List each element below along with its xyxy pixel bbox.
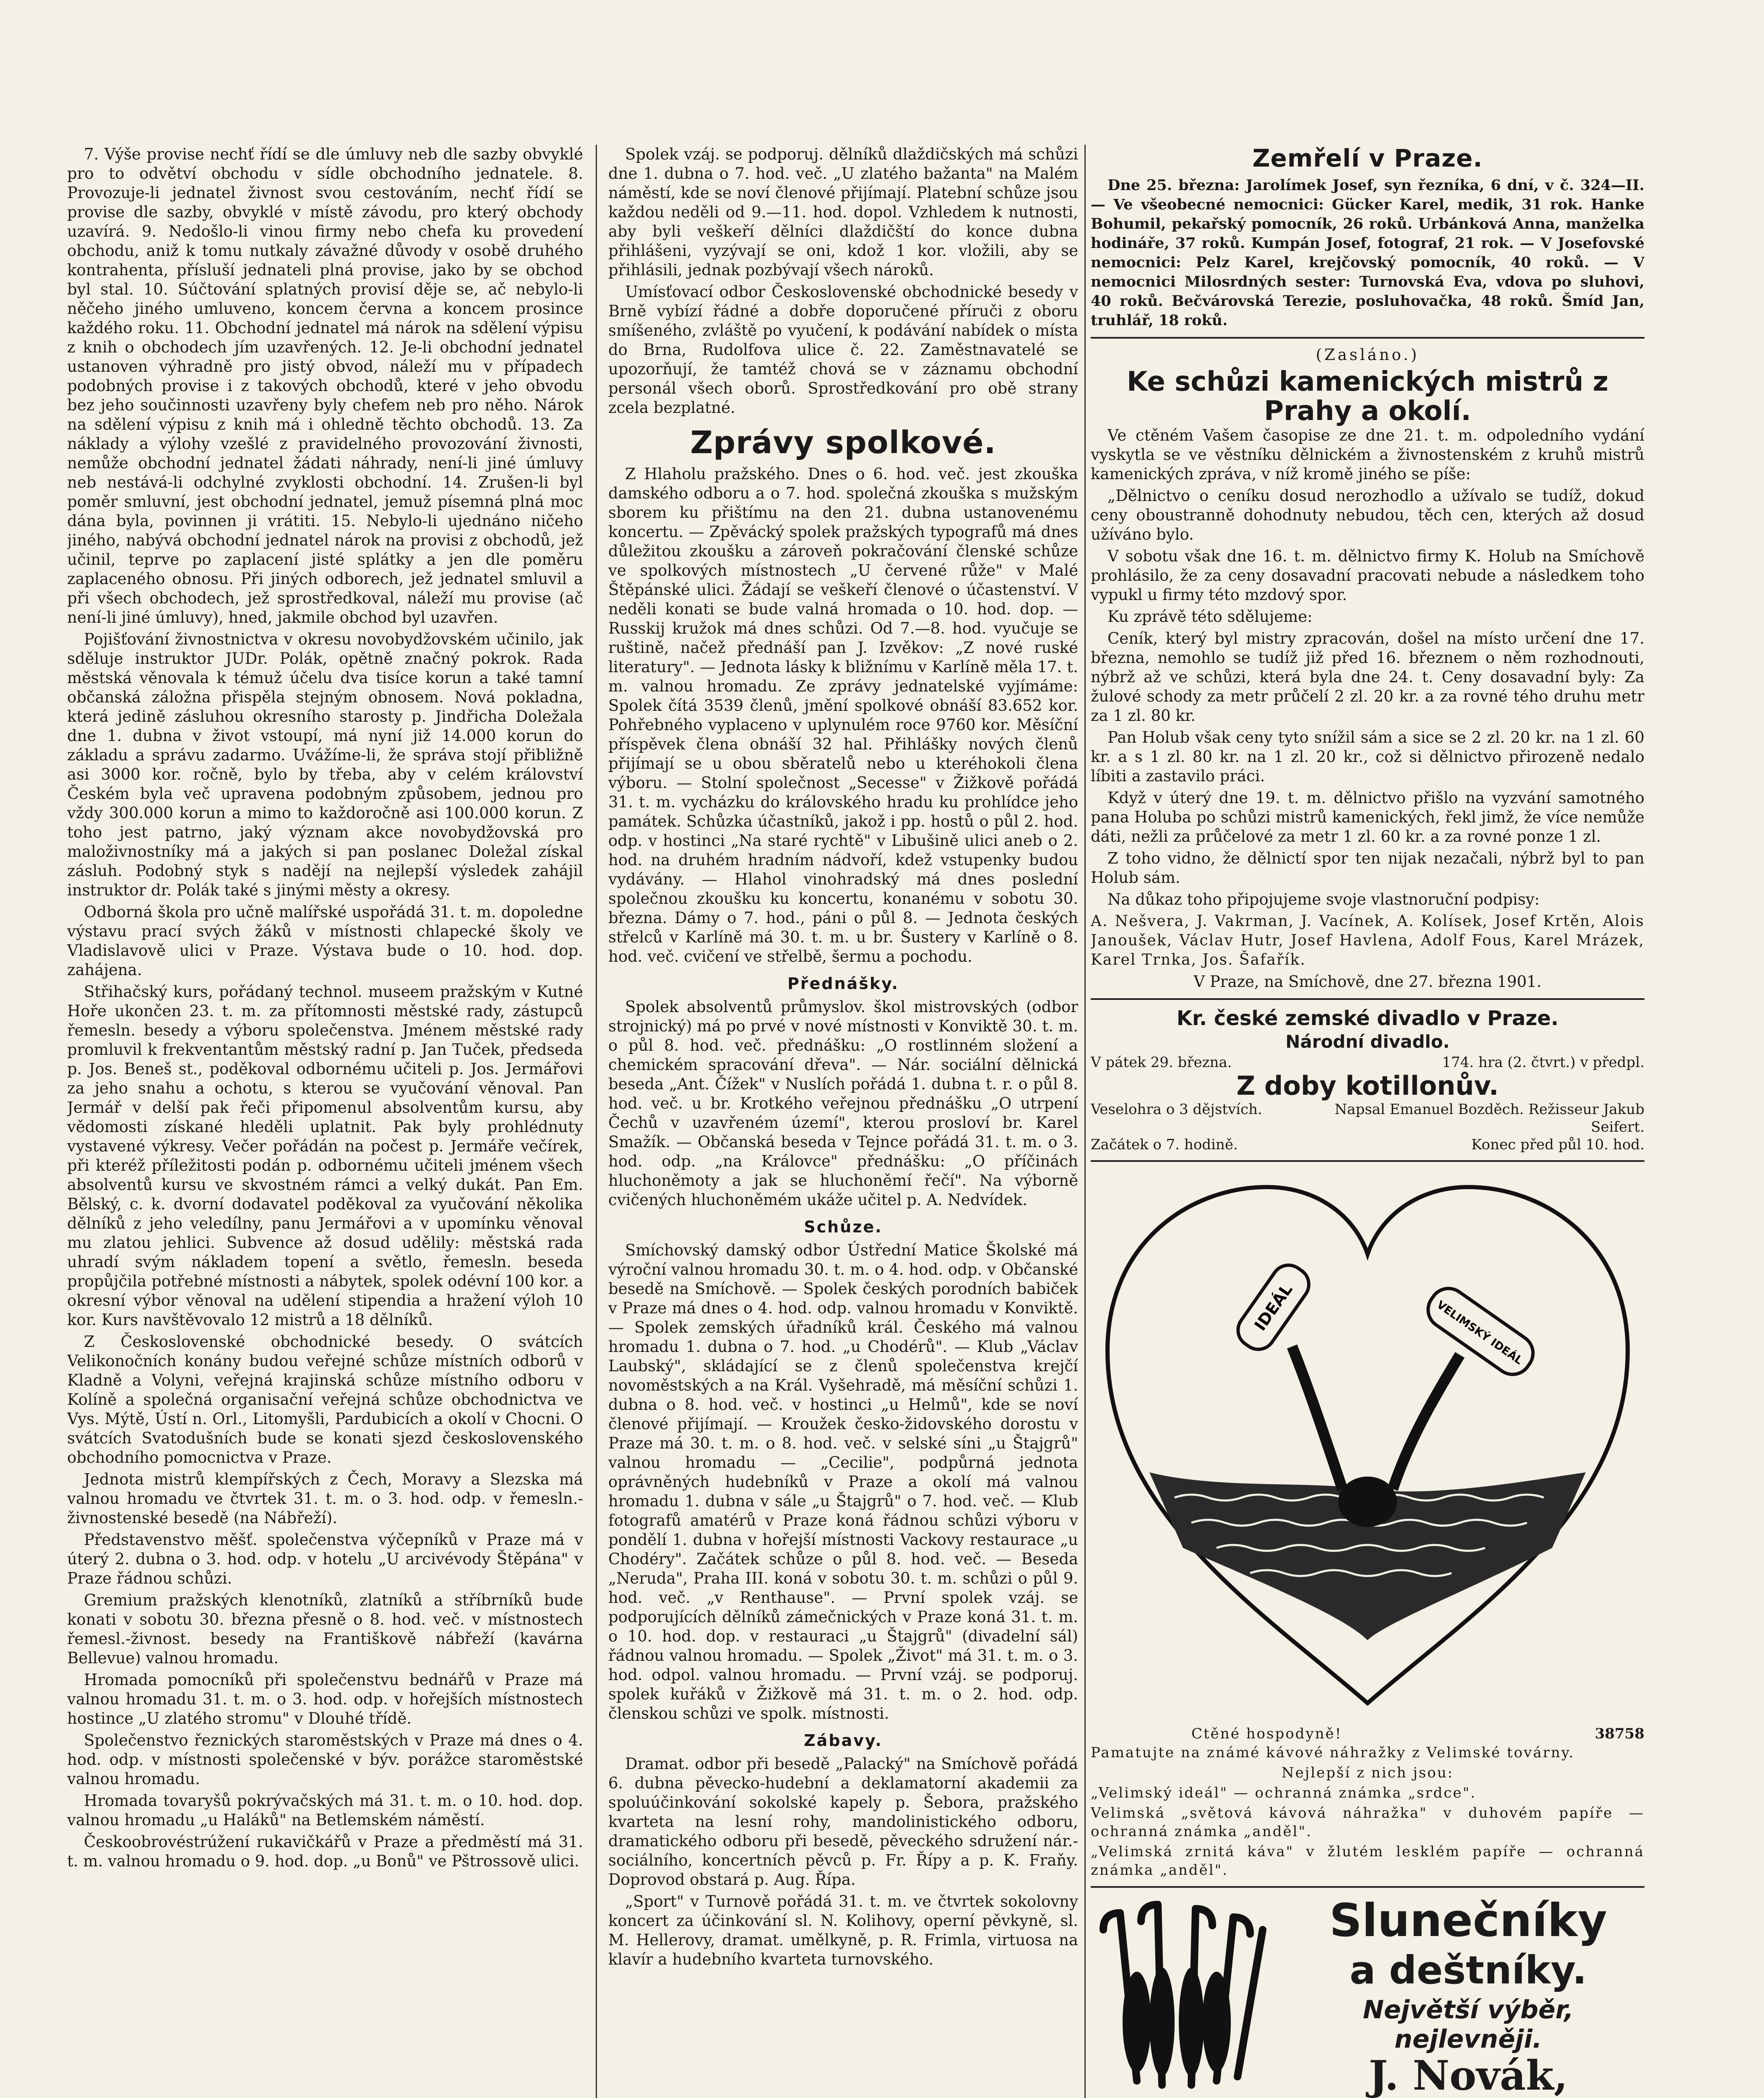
- heart-advertisement: [1091, 1170, 1644, 1716]
- article-paragraph: Odborná škola pro učně malířské uspořádá 31. t. m. dopoledne výstavu prací svých žáků v místnosti chlapecké školy ve Vladislavově ulici v Praze. Výstava bude o 10. hod. dop. zahájena.: [67, 903, 583, 979]
- theatre-subtitle: Národní divadlo.: [1285, 1031, 1450, 1052]
- notice-title: Ke schůzi kamenických mistrů z Prahy a okolí.: [1126, 366, 1609, 427]
- article-paragraph: Hromada tovaryšů pokrývačských má 31. t. m. o 10. hod. dop. valnou hromadu „u Haláků" na Betlemském náměstí.: [67, 1792, 583, 1829]
- figure-arm-left: [1292, 1346, 1342, 1489]
- coffee-advertisement: [1091, 1724, 1644, 1879]
- notice-signatures: A. Nešvera, J. Vakrman, J. Vacínek, A. Kolísek, Josef Krtěn, Alois Janoušek, Václav Hutr, Josef Havlena, Adolf Fous, Karel Mrázek, Karel Trnka, Jos. Šafařík.: [1091, 913, 1644, 968]
- article-paragraph: Pojišťování živnostnictva v okresu novobydžovském učinilo, jak sděluje instruktor JUDr. Polák, opětně značný pokrok. Rada městská věnovala k témuž účelu dva tisíce korun a také tamní občanská záložna přispěla stejným obnosem. Nová pokladna, která jedině zásluhou okresního starosty p. Jindřicha Doležala dne 1. dubna v život vstoupí, má nyní již 14.000 korun do základu a správu zadarmo. Uvážíme-li, že správa stojí přibližně asi 3000 kor. ročně, bylo by třeba, aby v celém království Českém byla več upravena podobným způsobem, jednou pro vždy 300.000 korun a mimo to každoročně asi 100.000 korun. Z toho jest patrno, jaký význam akce novobydžovská pro maloživnostníky má a jakých si pan poslanec Doležal získal zásluh. Podobný styk s nadějí na nejlepší výsledek zahájil instruktor dr. Polák také s jinými městy a okresy.: [67, 630, 583, 899]
- article-paragraph: Z Hlaholu pražského. Dnes o 6. hod. več. jest zkouška damského odboru a o 7. hod. společná zkouška s mužským sborem ku přištímu na den 21. dubna ustanovenému koncertu. — Zpěvácký spolek pražských typografů má dnes důležitou zkoušku a zároveň pokračování členské schůze ve spolkových místnostech „U červené růže" v Malé Štěpánské ulici. Žádají se veškeří členové o účastenství. V neděli konati se bude valná hromada o 10. hod. dop. — Russkij kružok má dnes schůzi. Od 7.—8. hod. vyučuje se ruštině, načež přednáší pan J. Izvěkov: „Z nové ruské literatury". — Jednota lásky k bližnímu v Karlíně měla 17. t. m. valnou hromadu. Ze zprávy jednatelské vyjímáme: Spolek čítá 3539 členů, jmění spolkové obnáší 83.652 kor. Pohřebného vyplaceno v uplynulém roce 9760 kor. Měsíční příspěvek člena obnáší 32 hal. Přihlášky nových členů přijímají se u obou sběratelů nebo u kteréhokoli člena výboru. — Stolní společnost „Secesse" v Žižkově pořádá 31. t. m. vycházku do královského hradu ku prohlídce jeho památek. Schůzka účastníků, jakož i pp. hostů o půl 2. hod. odp. v hostinci „Na staré rychtě" v Libušině ulici aneb o 2. hod. na druhém hradním nádvoří, kdež vstupenky budou vydávány. — Hlahol vinohradský má dnes poslední společnou zkoušku ku koncertu, konanému v sobotu 30. března. Dámy o 7. hod., páni o půl 8. — Jednota českých střelců v Karlíně má 30. t. m. u br. Šustery v Karlíně o 8. hod. več. cvičení ve střelbě, šermu a pochodu.: [608, 465, 1078, 965]
- notice-paragraph: Když v úterý dne 19. t. m. dělnictvo přišlo na vyzvání samotného pana Holuba po schůzi mistrů kamenických, řekl jimž, že více nemůže dáti, nežli za průčelové za metr 1 zl. 60 kr. a za rovné ponze 1 zl.: [1091, 789, 1644, 845]
- section-heading-club-news: Zprávy spolkové.: [690, 425, 996, 461]
- theatre-time-row: [1091, 1136, 1644, 1153]
- notice-paragraph: „Dělnictvo o ceníku dosud nerozhodlo a užívalo se tudíž, dokud ceny oboustranně dohodnuty nebudou, těch cen, kterých až dosud užíváno bylo.: [1091, 487, 1644, 543]
- play-start: Začátek o 7. hodině.: [1091, 1136, 1238, 1153]
- article-paragraph: Hromada pomocníků při společenstvu bednářů v Praze má valnou hromadu 31. t. m. o 3. hod. odp. v hořejších místnostech hostince „U zlatého stromu" v Dlouhé třídě.: [67, 1671, 583, 1727]
- section-heading-meetings: Schůze.: [804, 1218, 883, 1236]
- deaths-heading: Zemřelí v Praze.: [1252, 145, 1483, 172]
- column-3: [1091, 145, 1644, 2098]
- section-rule: [1091, 337, 1644, 339]
- article-paragraph: Umísťovací odbor Československé obchodnické besedy v Brně vybízí řádné a dobře doporučené příruči z oboru smíšeného, zvláště po vyučení, k podávání nabídek o místa do Brna, Rudolfova ulice č. 22. Zaměstnavatelé se upozorňují, že tamtéž chová se v záznamu obchodní personál všech oborů. Sprostředkování pro obě strany zcela bezplatné.: [608, 283, 1078, 417]
- notice-paragraph: V sobotu však dne 16. t. m. dělnictvo firmy K. Holub na Smíchově prohlásilo, že za ceny dosavadní pracovati nebude a následkem toho vypukl u firmy této mzdový spor.: [1091, 547, 1644, 604]
- notice-label: (Zasláno.): [1316, 346, 1420, 364]
- article-paragraph: Představenstvo měšť. společenstva výčepníků v Praze má v úterý 2. dubna o 3. hod. odp. v hotelu „U arcivévody Štěpána" v Praze řádnou schůzi.: [67, 1531, 583, 1587]
- notice-paragraph: Ku zprávě této sdělujeme:: [1107, 608, 1313, 626]
- theatre-date: V pátek 29. března.: [1091, 1054, 1232, 1071]
- column-2: [608, 145, 1078, 2098]
- play-end: Konec před půl 10. hod.: [1471, 1136, 1644, 1153]
- column-1: [67, 145, 583, 2098]
- coffee-line: Pamatujte na známé kávové náhražky z Velimské továrny.: [1091, 1744, 1575, 1761]
- section-heading-lectures: Přednášky.: [787, 974, 899, 993]
- umbrella-line-3: Největší výběr,: [1363, 1995, 1574, 2025]
- deaths-list: Dne 25. března: Jarolímek Josef, syn řezníka, 6 dní, v č. 324—II. — Ve všeobecné nemocnici: Gücker Karel, medik, 31 rok. Hanke Bohumil, pekařský pomocník, 26 roků. Urbánková Anna, manželka hodináře, 37 roků. Kumpán Josef, fotograf, 21 rok. — V Josefovské nemocnici: Pelz Karel, krejčovský pomocník, 40 roků. — V nemocnici Milosrdných sester: Turnovská Eva, vdova po sluhovi, 40 roků. Bečvárovská Terezie, posluhovačka, 48 roků. Šmíd Jan, truhlář, 18 roků.: [1091, 177, 1644, 329]
- figure-arm-right: [1393, 1355, 1460, 1489]
- article-paragraph: Společenstvo řeznických staroměstských v Praze má dnes o 4. hod. odp. v místnosti společenské v býv. porážce staroměstské valnou hromadu.: [67, 1731, 583, 1788]
- section-rule: [1091, 1886, 1644, 1888]
- umbrella-advertisement: [1091, 1894, 1644, 2098]
- section-heading-entertainment: Zábavy.: [804, 1731, 883, 1750]
- coffee-line: „Velimská zrnitá káva" v žlutém lesklém papíře — ochranná známka „anděl".: [1091, 1843, 1644, 1879]
- notice-paragraph: Z toho vidno, že dělnictí spor ten nijak nezačali, nýbrž byl to pan Holub sám.: [1091, 849, 1644, 887]
- umbrella-line-4: nejlevněji.: [1394, 2025, 1542, 2054]
- umbrella-line-1: Slunečníky: [1329, 1894, 1607, 1947]
- article-paragraph: Spolek vzáj. se podporuj. dělníků dlaždičských má schůzi dne 1. dubna o 7. hod. več. „U zlatého bažanta" na Malém náměstí, kde se noví členové přijímají. Platební schůze jsou každou neděli od 9.—11. hod. dopol. Vzhledem k nutnosti, aby byli veškeří dělníci dlaždičští do konce dubna přihlášeni, vyzývají se oni, kdož 1 kor. vložili, aby se přihlásili, jednak pozbývají všech nároků.: [608, 145, 1078, 279]
- coffee-ref: 38758: [1595, 1725, 1644, 1742]
- coffee-ad-header: [1091, 1724, 1644, 1743]
- article-paragraph: Dramat. odbor při besedě „Palacký" na Smíchově pořádá 6. dubna pěvecko-hudební a deklamatorní akademii za spoluúčinkování sokolské kapely p. Šebora, pražského kvarteta na lesní rohy, mandolinistického odboru, dramatického odboru při besedě, pěveckého sdružení nár.-sociálního, koncertních pěvců p. Fr. Řípy a p. K. Fraňy. Doprovod obstará p. Aug. Řípa.: [608, 1755, 1078, 1889]
- column-divider: [596, 145, 597, 2098]
- heart-illustration: [1091, 1170, 1644, 1716]
- article-paragraph: Jednota mistrů klempířských z Čech, Moravy a Slezska má valnou hromadu ve čtvrtek 31. t. m. o 3. hod. odp. v řemesln.-živnostenské besedě (na Nábřeží).: [67, 1470, 583, 1527]
- can-right-label: VELIMSKÝ IDEÁL: [1434, 1298, 1525, 1367]
- play-author: Napsal Emanuel Bozděch. Režisseur Jakub Seifert.: [1334, 1101, 1644, 1135]
- coffee-can-left: [1232, 1259, 1316, 1356]
- play-title: Z doby kotillonův.: [1236, 1070, 1499, 1101]
- article-paragraph: Střihačský kurs, pořádaný technol. museem pražským v Kutné Hoře ukončen 23. t. m. za přítomnosti městské rady, zástupců řemesln. besedy a výboru společenstva. Jménem městské rady promluvil k frekventantům městský radní p. Jan Tuček, předseda p. Jos. Beneš st., poděkoval odbornému učiteli p. Jos. Jermářovi za jeho snahu a ochotu, s kterou se vyučování věnoval. Pan Jermář v delší pak řeči připomenul absolventům kursu, aby vědomosti získané hleděli uplatnit. Pak byly prohlédnuty vystavené výkresy. Večer pořádán na počest p. Jermáře večírek, při kteréž příležitosti podán p. odbornému učiteli jménem všech absolventů kursu ve skvostném rámci a velký dukát. Pan Em. Bělský, c. k. dvorní dodavatel poděkoval za vyučování několika dělníků z jeho veledílny, panu Jermářovi a v upomínku věnoval mu zlatou jehlici. Subvence až dosud udělily: městská rada uhradí svým nákladem topení a světlo, řemesln. beseda propůjčila potřebné místnosti a nábytek, spolek odévní 100 kor. a okresní výbor věnoval na udělení stipendia a hražení výloh 10 kor. Kurs navštěvovalo 12 mistrů a 18 dělníků.: [67, 983, 583, 1329]
- can-left-label: IDEÁL: [1251, 1280, 1296, 1334]
- umbrellas-icon: [1091, 1896, 1284, 2093]
- article-paragraph: Českoobrovéstrúžení rukavičkářů v Praze a předměstí má 31. t. m. valnou hromadu o 9. hod. dop. „u Bonů" ve Pštrossově ulici.: [67, 1833, 583, 1870]
- theatre-date-row: [1091, 1054, 1644, 1071]
- notice-paragraph: Na důkaz toho připojujeme svoje vlastnoruční podpisy:: [1107, 890, 1540, 908]
- article-paragraph: Smíchovský damský odbor Ústřední Matice Školské má výroční valnou hromadu 30. t. m. o 4. hod. odp. v Občanské besedě na Smíchově. — Spolek českých porodních babiček v Praze má dnes o 4. hod. odp. valnou hromadu v Konviktě. — Spolek zemských úřadníků král. Českého má valnou hromadu 1. dubna o 7. hod. „u Chodérů". — Klub „Václav Laubský", skládající se z členů společenstva krejčí novoměstských a na Král. Vyšehradě, má měsíční schůzi 1. dubna o 8. hod. več. v hostinci „u Helmů", kde se noví členové přijímají. — Kroužek česko-židovského dorostu v Praze má 30. t. m. o 8. hod. več. v selské síni „u Štajgrů" valnou hromadu — „Cecilie", podpůrná jednota oprávněných hudebníků v Praze a okolí má valnou hromadu 1. dubna v sále „u Štajgrů" o 7. hod. več. — Klub fotografů amatérů v Praze koná řádnou schůzi výboru v pondělí 1. dubna v hořejší místnosti Vackovy restaurace „u Chodéry". Začátek schůze o půl 8. hod. več. — Beseda „Neruda", Praha III. koná v sobotu 30. t. m. schůzi o půl 9. hod. več. „v Renthause". — První spolek vzáj. se podporujících dělníků zámečnických v Praze koná 31. t. m. o 10. hod. dop. v restauraci „u Štajgrů" (divadelní sál) řádnou valnou hromadu. — Spolek „Život" má 31. t. m. o 3. hod. odpol. valnou hromadu. — První vzáj. se podporuj. spolek kuřáků v Žižkově má 31. t. m. o 2. hod. odp. členskou schůzi ve spolk. místnosti.: [608, 1241, 1078, 1722]
- notice-paragraph: Pan Holub však ceny tyto snížil sám a sice se 2 zl. 20 kr. na 1 zl. 60 kr. a s 1 zl. 80 kr. na 1 zl. 20 kr., což si dělnictvo přirozeně nedalo líbiti a zastavilo práci.: [1091, 728, 1644, 785]
- notice-dateline: V Praze, na Smíchově, dne 27. března 1901.: [1193, 973, 1542, 991]
- coffee-line: Nejlepší z nich jsou:: [1281, 1764, 1454, 1781]
- notice-paragraph: Ve ctěném Vašem časopise ze dne 21. t. m. odpoledního vydání vyskytla se ve věstníku dělnickém a živnostenském z kruhů mistrů kamenických zpráva, v níž kromě jiného se píše:: [1091, 426, 1644, 483]
- umbrella-line-2: a deštníky.: [1350, 1948, 1587, 1993]
- coffee-can-right: [1421, 1281, 1540, 1381]
- coffee-greeting: Ctěné hospodyně!: [1191, 1725, 1342, 1742]
- coffee-line: „Velimský ideál" — ochranná známka „srdce".: [1091, 1785, 1477, 1801]
- umbrella-ad-text: [1292, 1896, 1644, 2098]
- article-paragraph: 7. Výše provise nechť řídí se dle úmluvy neb dle sazby obvyklé pro to odvětví obchodu v sídle obchodního jednatele. 8. Provozuje-li jednatel živnost svou cestováním, nechť řídí se provise dle sazby, obvyklé v místě závodu, pro který obchody uzavírá. 9. Nedošlo-li vinou firmy nebo chefa ku provedení obchodu, aniž k tomu nutkaly závažné důvody v osobě druhého kontrahenta, přísluší jednateli plná provise, jako by se obchod byl stal. 10. Súčtování splatných provisí děje se, ač nebylo-li něčeho jiného umluveno, koncem června a koncem prosince každého roku. 11. Obchodní jednatel má nárok na sdělení výpisu z knih o obchodech jím uzavřených. 12. Je-li obchodní jednatel ustanoven výhradně pro jistý obvod, náleží mu v případech podobných provise i z takových obchodů, které v jeho obvodu bez jeho součinnosti uzavřeny byly chefem neb pro něho. Nárok na sdělení výpisu z knih má i ohledně těchto obchodů. 13. Za náklady a výlohy vzešlé z pravidelného provozování živnosti, nemůže obchodní jednatel žádati náhrady, není-li jiné úmluvy neb nestává-li odchylné zvyklosti obchodní. 14. Zrušen-li byl poměr smluvní, jest obchodní jednatel, jemuž písemná plná moc dána byla, povinnen ji vrátiti. 15. Nebylo-li ujednáno ničeho jiného, nabývá obchodní jednatel nárok na provisi z obchodů, jež učinil, teprve po zaplacení jisté splátky a jen dle poměru zaplaceného obnosu. Při jiných odborech, jež jednatel smluvil a při všech obchodech, jež sprostředkoval, náleží mu provise (ač není-li jiné úmluvy), hned, jakmile obchod byl uzavřen.: [67, 145, 583, 626]
- theatre-title: Kr. české zemské divadlo v Praze.: [1176, 1007, 1559, 1030]
- section-rule: [1091, 998, 1644, 1000]
- article-paragraph: Z Československé obchodnické besedy. O svátcích Velikonočních konány budou veřejné schůze místních odborů v Kladně a Volyni, veřejná krajinská schůze místního odboru v Kolíně a společná organisační veřejná schůze obchodnictva ve Vys. Mýtě, Ústí n. Orl., Litomyšli, Pardubicích a okolí v Chocni. O svátcích Svatodušních bude se konati sjezd československého obchodního pomocnictva v Praze.: [67, 1333, 583, 1467]
- section-rule: [1091, 1160, 1644, 1162]
- notice-paragraph: Ceník, který byl mistry zpracován, došel na místo určení dne 17. března, nemohlo se tudíž již před 16. březnem o něm rozhodnouti, nýbrž až ve schůzi, která byla dne 24. t. Ceny dosavadní byly: Za žulové schody za metr průčelí 2 zl. 20 kr. a za rovné tého druhu metr za 1 zl. 80 kr.: [1091, 629, 1644, 725]
- figure-head: [1338, 1477, 1397, 1527]
- play-genre: Veselohra o 3 dějstvích.: [1091, 1101, 1262, 1118]
- article-paragraph: „Sport" v Turnově pořádá 31. t. m. ve čtvrtek sokolovny koncert za účinkování sl. N. Kolihovy, operní pěvkyně, sl. M. Hellerovy, dramat. umělkyně, p. R. Frimla, virtuosa na klavír a hudebního kvarteta turnovského.: [608, 1892, 1078, 1968]
- theatre-subscription: 174. hra (2. čtvrt.) v předpl.: [1442, 1054, 1644, 1071]
- article-paragraph: Spolek absolventů průmyslov. škol mistrovských (odbor strojnický) má po prvé v nové místnosti v Konviktě 30. t. m. o půl 8. hod. več. přednášku: „O rostlinném složení a chemickém spracování dřeva". — Nár. sociální dělnická beseda „Ant. Čížek" v Nuslích pořádá 1. dubna t. r. o půl 8. hod. več. u br. Krotkého veřejnou přednášku „O utrpení Čechů v uzavřeném území", kterou prosloví br. Karel Smažík. — Občanská beseda v Tejnce pořádá 31. t. m. o 3. hod. odp. „na Královce" přednášku: „O příčinách hluchoněmoty a jak se hluchoněmí řečí". Na výborně cvičených hluchoněmém ukáže učitel p. A. Nedvídek.: [608, 998, 1078, 1209]
- column-divider: [1084, 145, 1086, 2098]
- theatre-info-row: [1091, 1101, 1644, 1136]
- article-paragraph: Gremium pražských klenotníků, zlatníků a stříbrníků bude konati v sobotu 30. března přesně o 8. hod. več. v místnostech řemesl.-živnost. besedy na Františkově nábřeží (kavárna Bellevue) valnou hromadu.: [67, 1591, 583, 1667]
- coffee-line: Velimská „světová kávová náhražka" v duhovém papíře — ochranná známka „anděl".: [1091, 1805, 1644, 1840]
- umbrella-line-5: J. Novák,: [1368, 2052, 1568, 2098]
